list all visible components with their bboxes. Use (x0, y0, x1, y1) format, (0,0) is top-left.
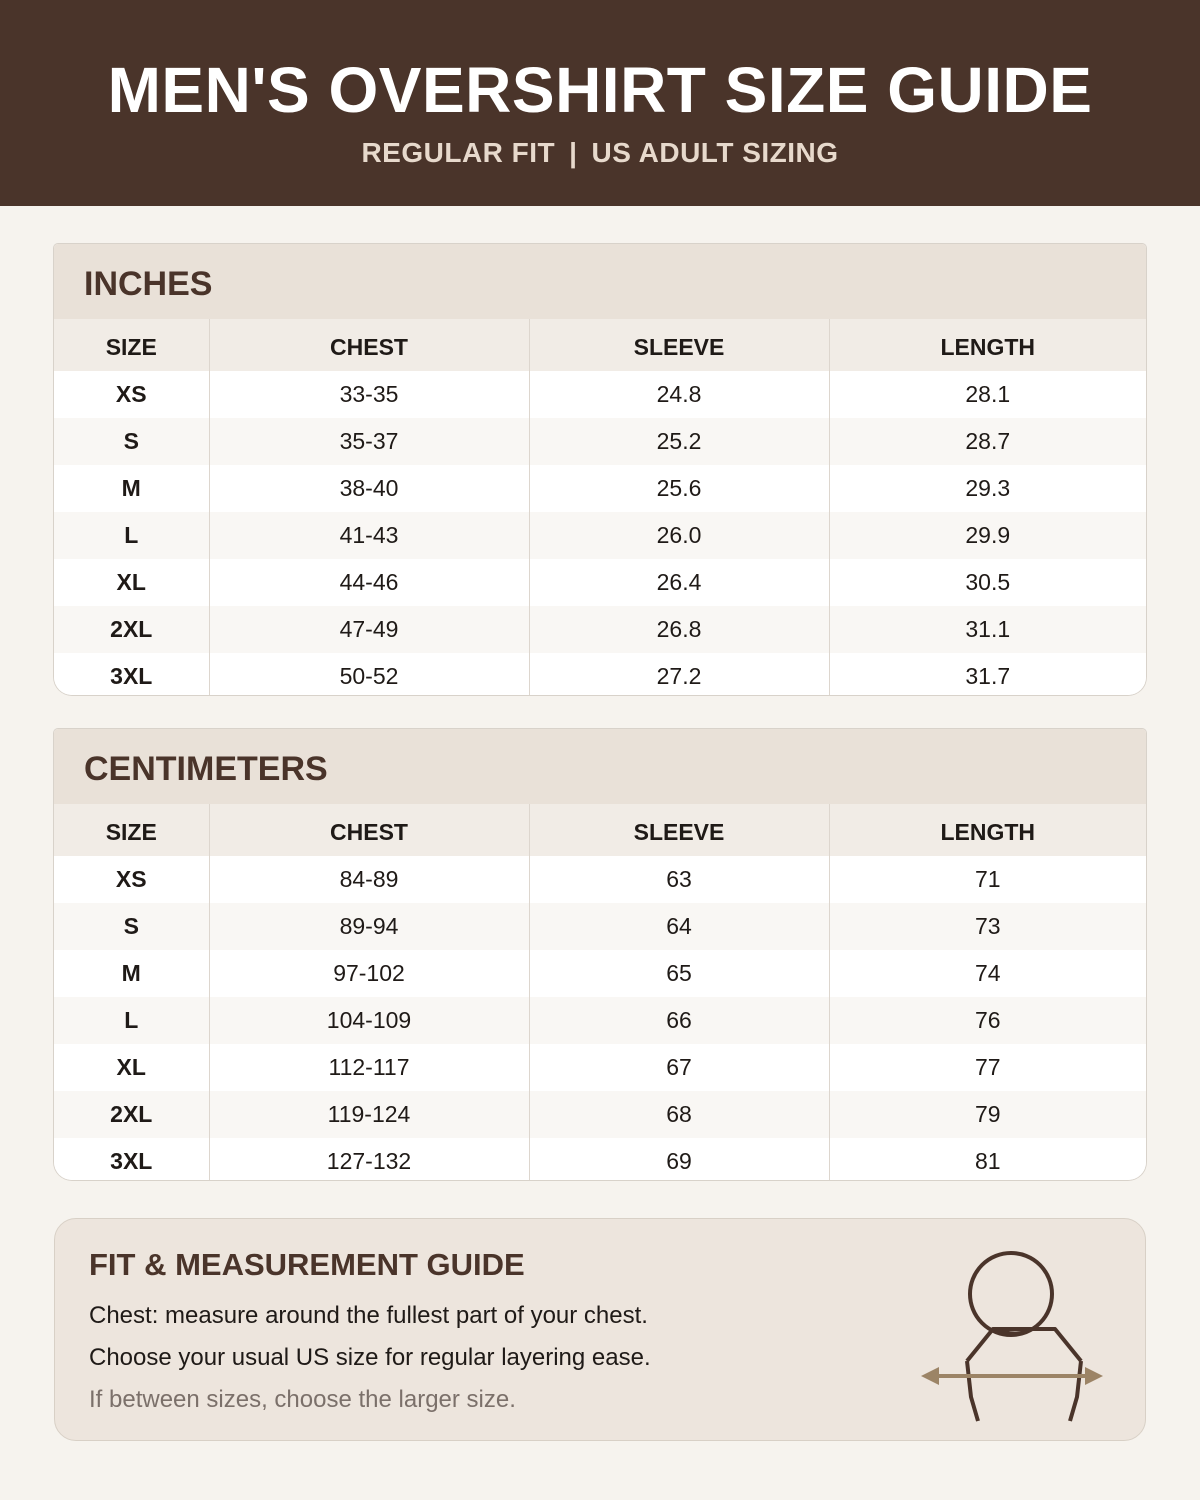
inches-section-header (54, 244, 1146, 319)
centimeters-section-header (54, 729, 1146, 804)
sleeve-cell: 64 (529, 903, 829, 950)
size-cell: 3XL (54, 1138, 209, 1180)
chest-cell: 84-89 (209, 856, 529, 903)
length-cell: 29.3 (829, 465, 1146, 512)
subtitle-region: US ADULT SIZING (591, 137, 839, 168)
column-header-sleeve: SLEEVE (529, 804, 829, 856)
sleeve-cell: 65 (529, 950, 829, 997)
table-row (54, 653, 1146, 695)
table-row (54, 1044, 1146, 1091)
size-cell: S (54, 903, 209, 950)
column-header-sleeve: SLEEVE (529, 319, 829, 371)
size-cell: S (54, 418, 209, 465)
size-cell: 2XL (54, 1091, 209, 1138)
size-cell: 2XL (54, 606, 209, 653)
centimeters-table (54, 804, 1146, 1180)
chest-cell: 50-52 (209, 653, 529, 695)
table-row (54, 856, 1146, 903)
centimeters-section-title: CENTIMETERS (84, 750, 328, 788)
sleeve-cell: 69 (529, 1138, 829, 1180)
sleeve-cell: 27.2 (529, 653, 829, 695)
table-row (54, 465, 1146, 512)
length-cell: 29.9 (829, 512, 1146, 559)
sleeve-cell: 26.0 (529, 512, 829, 559)
chest-cell: 104-109 (209, 997, 529, 1044)
sleeve-cell: 24.8 (529, 371, 829, 418)
sleeve-cell: 63 (529, 856, 829, 903)
fit-guide-card (54, 1218, 1146, 1441)
chest-cell: 38-40 (209, 465, 529, 512)
chest-cell: 112-117 (209, 1044, 529, 1091)
centimeters-table-card (54, 729, 1146, 1180)
size-cell: L (54, 997, 209, 1044)
fit-guide-size-instruction: Choose your usual US size for regular layering ease. (89, 1344, 651, 1371)
chest-cell: 35-37 (209, 418, 529, 465)
table-row (54, 559, 1146, 606)
length-cell: 73 (829, 903, 1146, 950)
page-title: MEN'S OVERSHIRT SIZE GUIDE (107, 54, 1093, 126)
length-cell: 77 (829, 1044, 1146, 1091)
chest-cell: 44-46 (209, 559, 529, 606)
column-header-length: LENGTH (829, 804, 1146, 856)
size-cell: L (54, 512, 209, 559)
table-row (54, 418, 1146, 465)
length-cell: 31.7 (829, 653, 1146, 695)
table-row (54, 512, 1146, 559)
size-cell: 3XL (54, 653, 209, 695)
sleeve-cell: 66 (529, 997, 829, 1044)
length-cell: 76 (829, 997, 1146, 1044)
sleeve-cell: 26.8 (529, 606, 829, 653)
chest-cell: 33-35 (209, 371, 529, 418)
column-header-chest: CHEST (209, 804, 529, 856)
length-cell: 31.1 (829, 606, 1146, 653)
length-cell: 28.1 (829, 371, 1146, 418)
table-row (54, 997, 1146, 1044)
chest-cell: 89-94 (209, 903, 529, 950)
size-cell: M (54, 465, 209, 512)
sleeve-cell: 67 (529, 1044, 829, 1091)
length-cell: 71 (829, 856, 1146, 903)
subtitle-fit: REGULAR FIT (361, 137, 556, 168)
length-cell: 81 (829, 1138, 1146, 1180)
sleeve-cell: 26.4 (529, 559, 829, 606)
table-row (54, 606, 1146, 653)
chest-cell: 119-124 (209, 1091, 529, 1138)
size-cell: XL (54, 559, 209, 606)
inches-section-title: INCHES (84, 265, 213, 303)
size-cell: XS (54, 371, 209, 418)
page-subtitle (0, 136, 1200, 170)
fit-guide-title: FIT & MEASUREMENT GUIDE (89, 1247, 525, 1282)
table-header-row (54, 319, 1146, 371)
size-cell: M (54, 950, 209, 997)
chest-cell: 41-43 (209, 512, 529, 559)
sleeve-cell: 25.6 (529, 465, 829, 512)
table-row (54, 1138, 1146, 1180)
column-header-chest: CHEST (209, 319, 529, 371)
column-header-size: SIZE (54, 804, 209, 856)
sleeve-cell: 25.2 (529, 418, 829, 465)
column-header-size: SIZE (54, 319, 209, 371)
subtitle-separator: | (569, 137, 578, 168)
inches-table-card (54, 244, 1146, 695)
chest-cell: 127-132 (209, 1138, 529, 1180)
column-header-length: LENGTH (829, 319, 1146, 371)
table-row (54, 903, 1146, 950)
length-cell: 28.7 (829, 418, 1146, 465)
table-header-row (54, 804, 1146, 856)
fit-guide-tip: If between sizes, choose the larger size. (89, 1386, 516, 1413)
inches-table (54, 319, 1146, 695)
table-row (54, 371, 1146, 418)
sleeve-cell: 68 (529, 1091, 829, 1138)
chest-cell: 47-49 (209, 606, 529, 653)
length-cell: 74 (829, 950, 1146, 997)
length-cell: 30.5 (829, 559, 1146, 606)
header (0, 0, 1200, 206)
chest-measurement-icon (917, 1249, 1107, 1429)
fit-guide-chest-instruction: Chest: measure around the fullest part of your chest. (89, 1302, 648, 1329)
size-cell: XS (54, 856, 209, 903)
table-row (54, 1091, 1146, 1138)
chest-cell: 97-102 (209, 950, 529, 997)
length-cell: 79 (829, 1091, 1146, 1138)
table-row (54, 950, 1146, 997)
size-cell: XL (54, 1044, 209, 1091)
